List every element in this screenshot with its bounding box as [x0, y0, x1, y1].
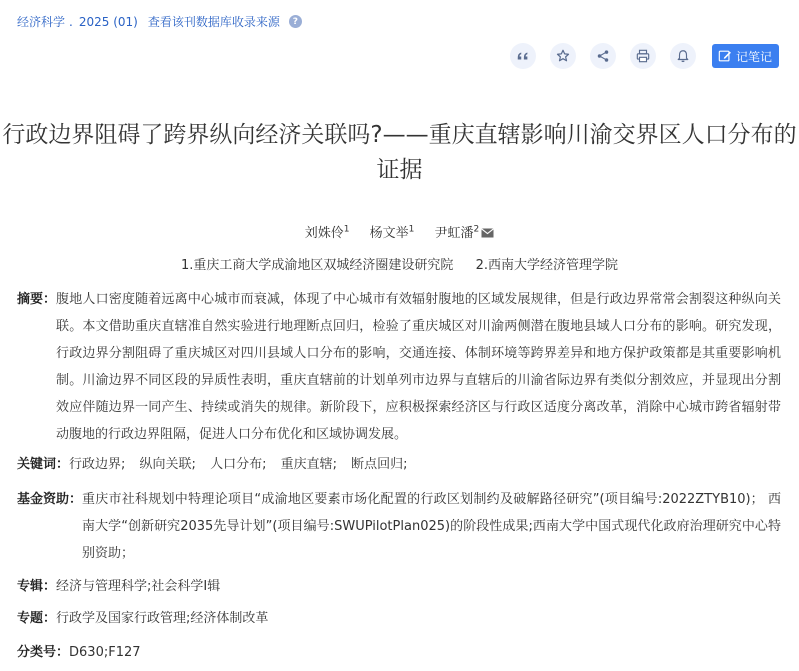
keyword-link[interactable]: 行政边界; — [69, 457, 126, 472]
author-affiliation-index: 2 — [473, 224, 480, 235]
edit-icon — [718, 49, 732, 63]
topic-row — [17, 605, 781, 632]
author-list — [0, 222, 799, 241]
topic-text: 行政学及国家行政管理;经济体制改革 — [56, 611, 269, 626]
funding-text: 重庆市社科规划中特理论项目“成渝地区要素市场化配置的行政区划制约及破解路径研究”(项目编号:2022ZTYB10)； 西南大学“创新研究2035先导计划”(项目编号:SWUPilotPlan025)的阶段性成果;西南大学中国式现代化政府治理研究中心特别资助； — [82, 492, 781, 561]
author-link[interactable] — [435, 226, 495, 241]
series-text: 经济与管理科学;社会科学Ⅰ辑 — [56, 579, 221, 594]
keyword-link[interactable]: 纵向关联; — [139, 457, 196, 472]
funding-row — [17, 486, 781, 567]
quote-icon — [516, 49, 530, 63]
abstract-text: 腹地人口密度随着远离中心城市而衰减，体现了中心城市有效辐射腹地的区域发展规律，但是行政边界常常会割裂这种纵向关联。本文借助重庆直辖准自然实验进行地理断点回归，检验了重庆城区对川渝两侧潜在腹地县域人口分布的影响。研究发现，行政边界分割阻碍了重庆城区对四川县域人口分布的影响，交通连接、体制环境等跨界差异和地方保护政策都是其重要影响机制。川渝边界不同区段的异质性表明，重庆直辖前的计划单列市边界与直辖后的川渝省际边界有类似分割效应，并显现出分割效应伴随边界一同产生、持续或消失的规律。新阶段下，应积极探索经济区与行政区适度分离改革，消除中心城市跨省辐射带动腹地的行政边界阻隔，促进人口分布优化和区域协调发展。 — [56, 292, 781, 442]
keyword-link[interactable]: 重庆直辖; — [280, 457, 337, 472]
source-bar — [17, 13, 302, 30]
abstract-row — [17, 286, 781, 448]
series-label: 专辑： — [17, 579, 57, 594]
print-icon — [636, 49, 650, 63]
keyword-link[interactable]: 断点回归; — [351, 457, 408, 472]
author-affiliation-index: 1 — [343, 224, 350, 235]
source-separator: . — [69, 14, 73, 29]
keywords-label: 关键词： — [17, 457, 70, 472]
cite-button[interactable] — [510, 43, 536, 69]
author-name: 刘姝伶 — [304, 226, 344, 241]
bell-icon — [676, 49, 690, 63]
help-icon[interactable]: ? — [289, 15, 302, 28]
share-button[interactable] — [590, 43, 616, 69]
keyword-link[interactable]: 人口分布; — [210, 457, 267, 472]
series-row — [17, 573, 781, 600]
classification-label: 分类号： — [17, 645, 70, 660]
favorite-button[interactable] — [550, 43, 576, 69]
subscribe-button[interactable] — [670, 43, 696, 69]
article-title: 行政边界阻碍了跨界纵向经济关联吗?——重庆直辖影响川渝交界区人口分布的证据 — [2, 122, 797, 183]
star-icon — [556, 49, 570, 63]
author-name: 尹虹潘 — [434, 226, 474, 241]
affiliation-link[interactable]: 1.重庆工商大学成渝地区双城经济圈建设研究院 — [181, 258, 454, 273]
affiliation-link[interactable]: 2.西南大学经济管理学院 — [475, 258, 618, 273]
journal-link[interactable]: 经济科学 — [17, 15, 66, 29]
share-icon — [596, 49, 610, 63]
database-source-link[interactable]: 查看该刊数据库收录来源 — [147, 15, 280, 29]
keywords-row — [17, 451, 781, 478]
print-button[interactable] — [630, 43, 656, 69]
take-note-button[interactable] — [712, 44, 779, 68]
take-note-label: 记笔记 — [735, 49, 772, 64]
mail-icon[interactable] — [481, 228, 494, 238]
author-link[interactable] — [305, 226, 354, 241]
issue-link[interactable]: 2025 (01) — [78, 14, 138, 29]
affiliation-list — [0, 254, 799, 273]
keyword-list — [69, 451, 781, 478]
author-affiliation-index: 1 — [408, 224, 415, 235]
topic-label: 专题： — [17, 611, 57, 626]
author-name: 杨文举 — [369, 226, 409, 241]
classification-text: D630;F127 — [69, 645, 141, 660]
abstract-label: 摘要： — [17, 292, 57, 307]
article-toolbar — [510, 43, 779, 69]
author-link[interactable] — [370, 226, 419, 241]
funding-label: 基金资助： — [17, 492, 83, 507]
classification-row — [17, 639, 781, 666]
